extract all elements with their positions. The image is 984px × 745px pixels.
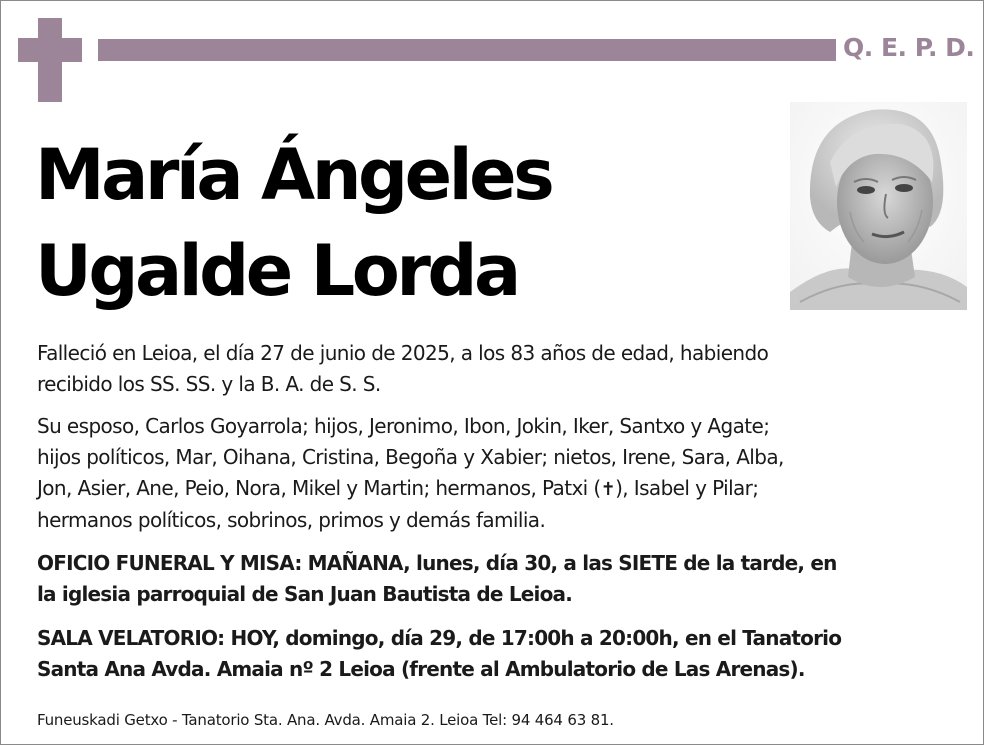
header-divider-bar (98, 39, 836, 61)
death-notice-line: Falleció en Leioa, el día 27 de junio de 2025, a los 83 años de edad, habiendo (37, 341, 769, 365)
family-paragraph (37, 411, 957, 536)
portrait-photo (790, 102, 967, 310)
death-notice-line: recibido los SS. SS. y la B. A. de S. S. (37, 372, 381, 396)
family-line (37, 473, 957, 505)
funeral-home-footer: Funeuskadi Getxo - Tanatorio Sta. Ana. Avda. Amaia 2. Leioa Tel: 94 464 63 81. (37, 711, 614, 729)
deceased-name-first-line: María Ángeles (35, 134, 552, 216)
funeral-line: OFICIO FUNERAL Y MISA: MAÑANA, lunes, día 30, a las SIETE de la tarde, en (37, 551, 837, 575)
deceased-portrait (790, 102, 967, 310)
qepd-label: Q. E. P. D. (843, 33, 975, 62)
cross-horizontal-bar (18, 38, 82, 62)
wake-paragraph (37, 623, 957, 685)
family-line: Su esposo, Carlos Goyarrola; hijos, Jeronimo, Ibon, Jokin, Iker, Santxo y Agate; (37, 414, 770, 438)
funeral-paragraph (37, 548, 957, 610)
deceased-name-second-line: Ugalde Lorda (35, 230, 518, 312)
family-line: hermanos políticos, sobrinos, primos y demás familia. (37, 508, 546, 532)
wake-line: Santa Ana Avda. Amaia nº 2 Leioa (frente al Ambulatorio de Las Arenas). (37, 657, 805, 681)
family-line-part: Jon, Asier, Ane, Peio, Nora, Mikel y Martin; hermanos, Patxi ( (37, 476, 601, 500)
death-notice-paragraph (37, 338, 957, 400)
wake-line: SALA VELATORIO: HOY, domingo, día 29, de 17:00h a 20:00h, en el Tanatorio (37, 626, 842, 650)
funeral-line: la iglesia parroquial de San Juan Bautista de Leioa. (37, 582, 573, 606)
family-line-part: ), Isabel y Pilar; (615, 476, 759, 500)
family-line: hijos políticos, Mar, Oihana, Cristina, Begoña y Xabier; nietos, Irene, Sara, Alba, (37, 445, 784, 469)
deceased-cross-icon: ✝ (600, 479, 616, 500)
